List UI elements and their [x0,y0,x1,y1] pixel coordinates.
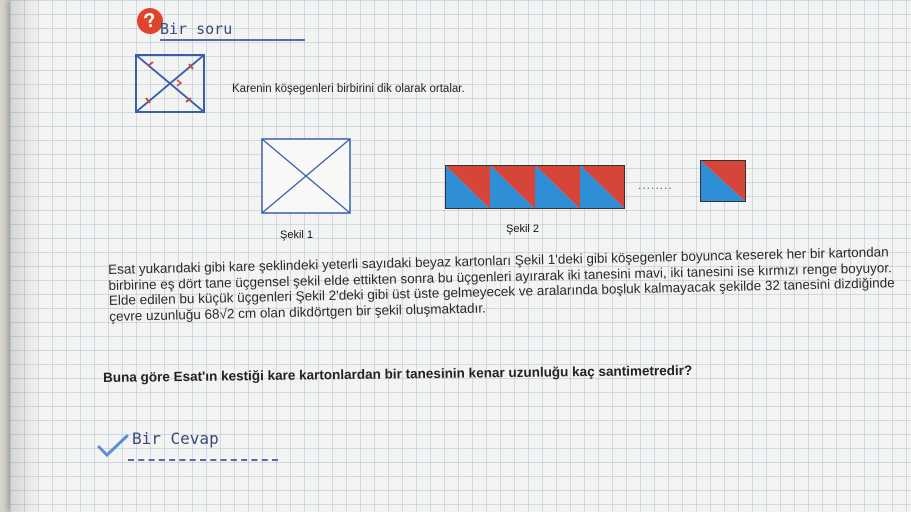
page-edge-shadow [10,0,40,512]
sequence-ellipsis: ........ [638,178,673,192]
question-badge-icon: ? [135,6,166,37]
section-title: Bir soru [160,20,233,38]
figure1-square [261,138,353,216]
answer-underline [128,459,278,461]
problem-paragraph: Esat yukarıdaki gibi kare şeklindeki yeterli sayıdaki beyaz kartonları Şekil 1'deki gibi köşegenler boyunca keserek her bir kartondan birbirine eş dört tane üçgensel şekil elde ettikten sonra bu üçgenleri ayırarak iki tanesini mavi, iki tanesini ise kırmızı renge boyuyor. Elde edilen bu küçük üçgenleri Şekil 2'deki gibi üst üste gelmeyecek ve aralarında boşluk kalmayacak şekilde 32 tanesini dizdiğinde çevre uzunluğu 68√2 cm olan dikdörtgen bir şekil oluşmaktadır. [108,244,895,324]
notebook-page [10,0,911,512]
figure2-last-tile [700,160,746,202]
answer-title: Bir Cevap [132,429,219,448]
intro-statement: Karenin köşegenleri birbirini dik olarak ortalar. [232,83,465,95]
figure2-caption: Şekil 2 [506,223,540,235]
handdrawn-square-diagram [133,52,208,117]
figure2-triangle-strip [445,165,625,209]
checkmark-icon [96,433,130,459]
figure1-caption: Şekil 1 [280,229,314,241]
question-text: Buna göre Esat'ın kestiği kare kartonlardan bir tanesinin kenar uzunluğu kaç santimetredir? [103,362,693,385]
title-underline [160,39,305,41]
